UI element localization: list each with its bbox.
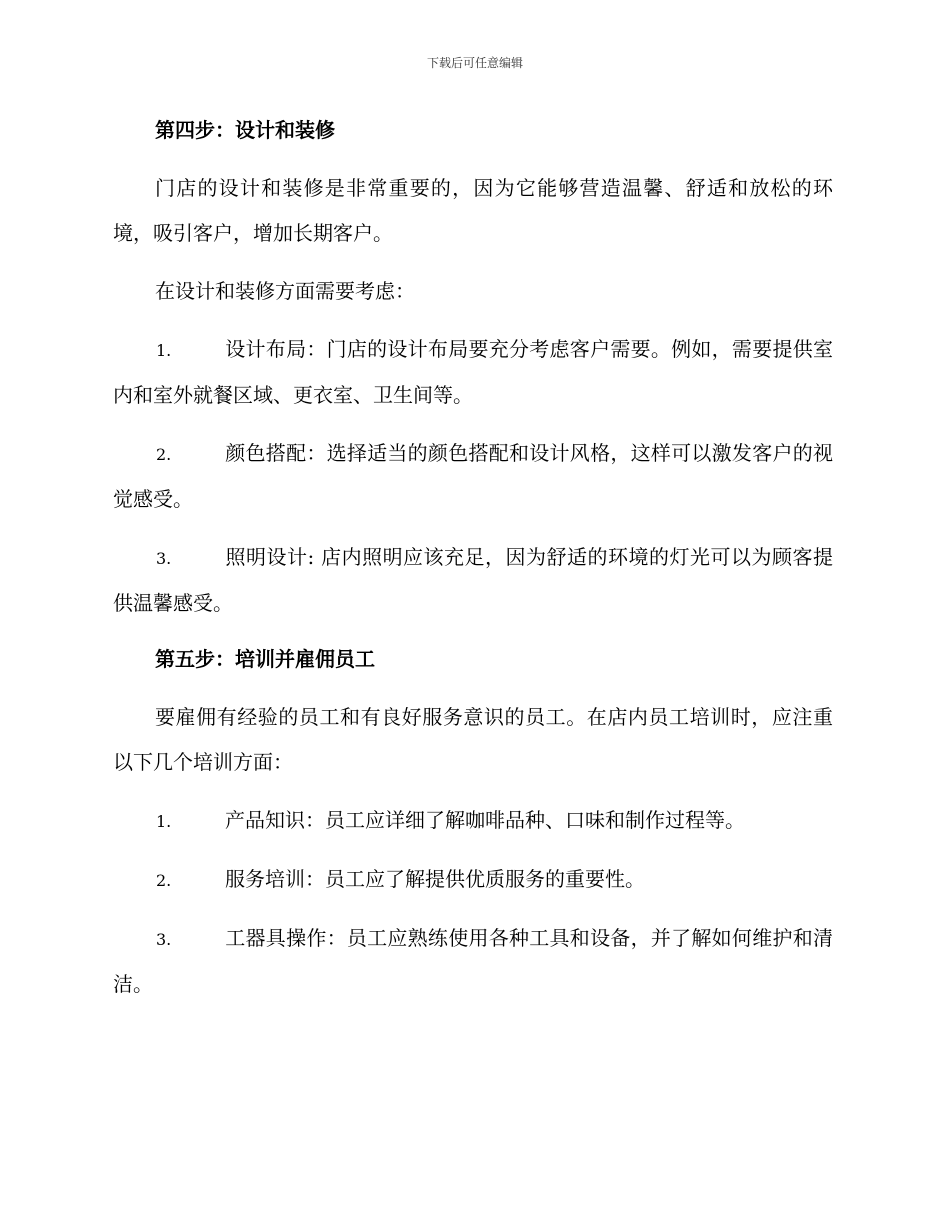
list-number: 1. (156, 812, 172, 831)
section4-heading: 第四步：设计和装修 (155, 118, 335, 142)
list-text: 产品知识：员工应详细了解咖啡品种、口味和制作过程等。 (225, 808, 745, 832)
list-number: 3. (156, 549, 172, 568)
list-text: 照明设计: 店内照明应该充足，因为舒适的环境的灯光可以为顾客提供温馨感受。 (113, 545, 833, 615)
list-number: 2. (156, 871, 172, 890)
list-item (113, 857, 833, 903)
list-item (113, 431, 833, 522)
list-number: 1. (156, 341, 172, 360)
section4-lead: 在设计和装修方面需要考虑： (155, 279, 415, 303)
document-body (113, 110, 833, 1020)
list-item (113, 535, 833, 626)
section5-intro: 要雇佣有经验的员工和有良好服务意识的员工。在店内员工培训时，应注重以下几个培训方面： (113, 705, 833, 774)
list-item (113, 327, 833, 418)
list-item (113, 916, 833, 1007)
list-text: 工器具操作：员工应熟练使用各种工具和设备，并了解如何维护和清洁。 (113, 926, 833, 996)
header-note: 下载后可任意编辑 (426, 56, 523, 70)
list-item (113, 798, 833, 844)
list-number: 2. (156, 445, 172, 464)
list-text: 设计布局：门店的设计布局要充分考虑客户需要。例如，需要提供室内和室外就餐区域、更衣室、卫生间等。 (113, 337, 833, 407)
section5-heading: 第五步：培训并雇佣员工 (155, 647, 375, 671)
list-text: 颜色搭配：选择适当的颜色搭配和设计风格，这样可以激发客户的视觉感受。 (113, 441, 833, 511)
list-text: 服务培训：员工应了解提供优质服务的重要性。 (225, 867, 645, 891)
section4-intro: 门店的设计和装修是非常重要的，因为它能够营造温馨、舒适和放松的环境，吸引客户，增加长期客户。 (113, 176, 833, 245)
list-number: 3. (156, 930, 172, 949)
